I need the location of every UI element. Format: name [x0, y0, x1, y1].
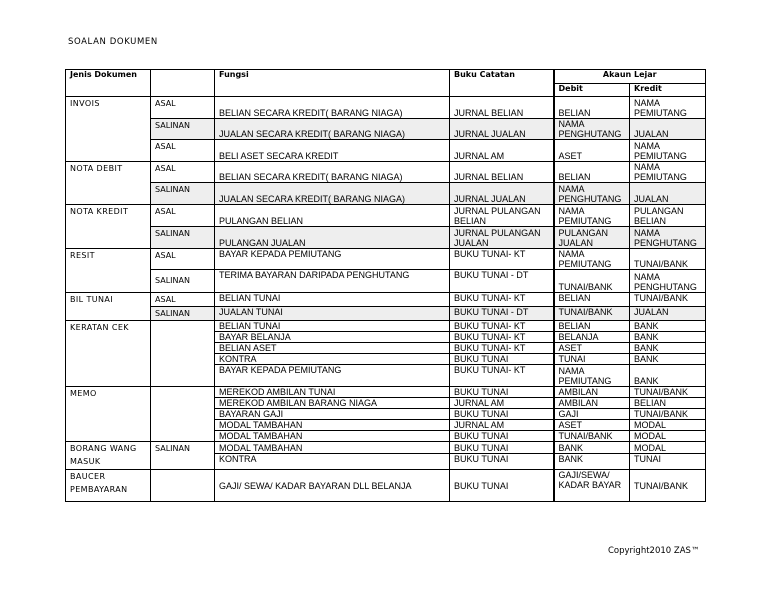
fungsi-cell: BAYAR KEPADA PEMIUTANG	[215, 365, 450, 387]
buku-cell: BUKU TUNAI- KT	[450, 293, 554, 307]
debit-cell: BELIAN	[554, 97, 630, 119]
kredit-cell: NAMA PEMIUTANG	[630, 162, 706, 183]
debit-cell: AMBILAN	[554, 387, 630, 398]
header-buku: Buku Catatan	[450, 70, 554, 97]
kredit-cell: BANK	[630, 332, 706, 343]
debit-cell: BELANJA	[554, 332, 630, 343]
buku-cell: BUKU TUNAI- KT	[450, 343, 554, 354]
debit-cell: TUNAI	[554, 354, 630, 365]
fungsi-cell: BAYAR BELANJA	[215, 332, 450, 343]
buku-cell: BUKU TUNAI	[450, 354, 554, 365]
buku-cell: BUKU TUNAI- KT	[450, 249, 554, 270]
kredit-cell: TUNAI/BANK	[630, 293, 706, 307]
fungsi-cell: MODAL TAMBAHAN	[215, 420, 450, 431]
fungsi-cell: BAYARAN GAJI	[215, 409, 450, 420]
fungsi-cell: BELI ASET SECARA KREDIT	[215, 140, 450, 162]
header-debit: Debit	[554, 84, 630, 97]
jenis-borang-wang-masuk: BORANG WANG MASUK	[66, 442, 151, 470]
salinan-cell: ASAL	[151, 205, 215, 227]
buku-cell: BUKU TUNAI- KT	[450, 321, 554, 332]
kredit-cell: JUALAN	[630, 119, 706, 140]
debit-cell: PULANGAN JUALAN	[554, 227, 630, 249]
table-row	[66, 183, 706, 205]
buku-cell: JURNAL JUALAN	[450, 119, 554, 140]
buku-cell: JURNAL AM	[450, 140, 554, 162]
salinan-cell	[151, 470, 215, 502]
debit-cell: BELIAN	[554, 321, 630, 332]
salinan-cell: SALINAN	[151, 119, 215, 140]
buku-cell: BUKU TUNAI - DT	[450, 270, 554, 293]
kredit-cell: BANK	[630, 321, 706, 332]
table-row	[66, 270, 706, 293]
fungsi-cell: JUALAN SECARA KREDIT( BARANG NIAGA)	[215, 183, 450, 205]
fungsi-cell: MEREKOD AMBILAN TUNAI	[215, 387, 450, 398]
table-row	[66, 470, 706, 502]
kredit-cell: BELIAN	[630, 398, 706, 409]
debit-cell: BANK	[554, 442, 630, 454]
buku-cell: BUKU TUNAI	[450, 470, 554, 502]
buku-cell: JURNAL AM	[450, 398, 554, 409]
jenis-memo: MEMO	[66, 387, 151, 442]
salinan-cell: ASAL	[151, 293, 215, 307]
table-row	[66, 293, 706, 307]
debit-cell: ASET	[554, 140, 630, 162]
table-row	[66, 227, 706, 249]
document-title: SOALAN DOKUMEN	[68, 37, 158, 47]
fungsi-cell: JUALAN TUNAI	[215, 307, 450, 321]
buku-cell: BUKU TUNAI	[450, 454, 554, 470]
debit-cell: TUNAI/BANK	[554, 431, 630, 442]
kredit-cell: BANK	[630, 354, 706, 365]
header-kredit: Kredit	[630, 84, 706, 97]
salinan-cell: ASAL	[151, 162, 215, 183]
salinan-cell: ASAL	[151, 140, 215, 162]
table-row	[66, 97, 706, 119]
kredit-cell: NAMA PEMIUTANG	[630, 140, 706, 162]
kredit-cell: JUALAN	[630, 307, 706, 321]
debit-cell: ASET	[554, 420, 630, 431]
fungsi-cell: BELIAN TUNAI	[215, 293, 450, 307]
debit-cell: BANK	[554, 454, 630, 470]
debit-cell: NAMA PEMIUTANG	[554, 205, 630, 227]
salinan-cell: SALINAN	[151, 227, 215, 249]
debit-cell: TUNAI/BANK	[554, 270, 630, 293]
buku-cell: JURNAL AM	[450, 420, 554, 431]
table-row	[66, 140, 706, 162]
table-row	[66, 321, 706, 332]
kredit-cell: TUNAI/BANK	[630, 387, 706, 398]
debit-cell: BELIAN	[554, 293, 630, 307]
salinan-cell: SALINAN	[151, 307, 215, 321]
kredit-cell: BANK	[630, 343, 706, 354]
buku-cell: JURNAL BELIAN	[450, 97, 554, 119]
kredit-cell: NAMA PEMIUTANG	[630, 97, 706, 119]
salinan-cell: SALINAN	[151, 442, 215, 470]
kredit-cell: JUALAN	[630, 183, 706, 205]
fungsi-cell: MEREKOD AMBILAN BARANG NIAGA	[215, 398, 450, 409]
header-fungsi: Fungsi	[215, 70, 450, 97]
salinan-cell	[151, 387, 215, 442]
kredit-cell: MODAL	[630, 420, 706, 431]
kredit-cell: PULANGAN BELIAN	[630, 205, 706, 227]
jenis-baucer-pembayaran: BAUCER PEMBAYARAN	[66, 470, 151, 502]
jenis-invois: INVOIS	[66, 97, 151, 162]
fungsi-cell: MODAL TAMBAHAN	[215, 431, 450, 442]
header-row	[66, 70, 706, 84]
kredit-cell: BANK	[630, 365, 706, 387]
debit-cell: TUNAI/BANK	[554, 307, 630, 321]
buku-cell: BUKU TUNAI- KT	[450, 332, 554, 343]
fungsi-cell: PULANGAN BELIAN	[215, 205, 450, 227]
debit-cell: NAMA PEMIUTANG	[554, 249, 630, 270]
header-jenis: Jenis Dokumen	[66, 70, 151, 97]
jenis-nota-debit: NOTA DEBIT	[66, 162, 151, 205]
salinan-cell: SALINAN	[151, 183, 215, 205]
fungsi-cell: GAJI/ SEWA/ KADAR BAYARAN DLL BELANJA	[215, 470, 450, 502]
salinan-cell: ASAL	[151, 249, 215, 270]
jenis-keratan-cek: KERATAN CEK	[66, 321, 151, 387]
table-row	[66, 387, 706, 398]
fungsi-cell: BELIAN TUNAI	[215, 321, 450, 332]
buku-cell: BUKU TUNAI	[450, 409, 554, 420]
table-row	[66, 205, 706, 227]
fungsi-cell: BAYAR KEPADA PEMIUTANG	[215, 249, 450, 270]
header-salinan	[151, 70, 215, 97]
fungsi-cell: KONTRA	[215, 354, 450, 365]
header-akaun-lejar: Akaun Lejar	[554, 70, 706, 84]
document-table	[65, 69, 706, 502]
buku-cell: BUKU TUNAI	[450, 442, 554, 454]
debit-cell: AMBILAN	[554, 398, 630, 409]
salinan-cell: ASAL	[151, 97, 215, 119]
kredit-cell: MODAL	[630, 431, 706, 442]
debit-cell: NAMA PEMIUTANG	[554, 365, 630, 387]
copyright-text: Copyright2010 ZAS™	[608, 546, 700, 556]
buku-cell: BUKU TUNAI - DT	[450, 307, 554, 321]
table-row	[66, 442, 706, 454]
fungsi-cell: PULANGAN JUALAN	[215, 227, 450, 249]
table-row	[66, 162, 706, 183]
debit-cell: ASET	[554, 343, 630, 354]
table-row	[66, 119, 706, 140]
kredit-cell: NAMA PENGHUTANG	[630, 270, 706, 293]
fungsi-cell: KONTRA	[215, 454, 450, 470]
fungsi-cell: JUALAN SECARA KREDIT( BARANG NIAGA)	[215, 119, 450, 140]
buku-cell: JURNAL PULANGAN JUALAN	[450, 227, 554, 249]
fungsi-cell: BELIAN SECARA KREDIT( BARANG NIAGA)	[215, 162, 450, 183]
salinan-cell	[151, 321, 215, 387]
buku-cell: BUKU TUNAI	[450, 431, 554, 442]
buku-cell: BUKU TUNAI- KT	[450, 365, 554, 387]
buku-cell: JURNAL JUALAN	[450, 183, 554, 205]
table-row	[66, 307, 706, 321]
kredit-cell: MODAL	[630, 442, 706, 454]
debit-cell: NAMA PENGHUTANG	[554, 119, 630, 140]
buku-cell: BUKU TUNAI	[450, 387, 554, 398]
buku-cell: JURNAL PULANGAN BELIAN	[450, 205, 554, 227]
debit-cell: GAJI/SEWA/ KADAR BAYAR	[554, 470, 630, 502]
debit-cell: NAMA PENGHUTANG	[554, 183, 630, 205]
salinan-cell: SALINAN	[151, 270, 215, 293]
debit-cell: BELIAN	[554, 162, 630, 183]
kredit-cell: TUNAI	[630, 454, 706, 470]
kredit-cell: TUNAI/BANK	[630, 409, 706, 420]
jenis-resit: RESIT	[66, 249, 151, 293]
fungsi-cell: TERIMA BAYARAN DARIPADA PENGHUTANG	[215, 270, 450, 293]
kredit-cell: TUNAI/BANK	[630, 249, 706, 270]
kredit-cell: NAMA PENGHUTANG	[630, 227, 706, 249]
jenis-nota-kredit: NOTA KREDIT	[66, 205, 151, 249]
debit-cell: GAJI	[554, 409, 630, 420]
fungsi-cell: BELIAN ASET	[215, 343, 450, 354]
fungsi-cell: BELIAN SECARA KREDIT( BARANG NIAGA)	[215, 97, 450, 119]
fungsi-cell: MODAL TAMBAHAN	[215, 442, 450, 454]
jenis-bil-tunai: BIL TUNAI	[66, 293, 151, 321]
table-row	[66, 249, 706, 270]
kredit-cell: TUNAI/BANK	[630, 470, 706, 502]
buku-cell: JURNAL BELIAN	[450, 162, 554, 183]
